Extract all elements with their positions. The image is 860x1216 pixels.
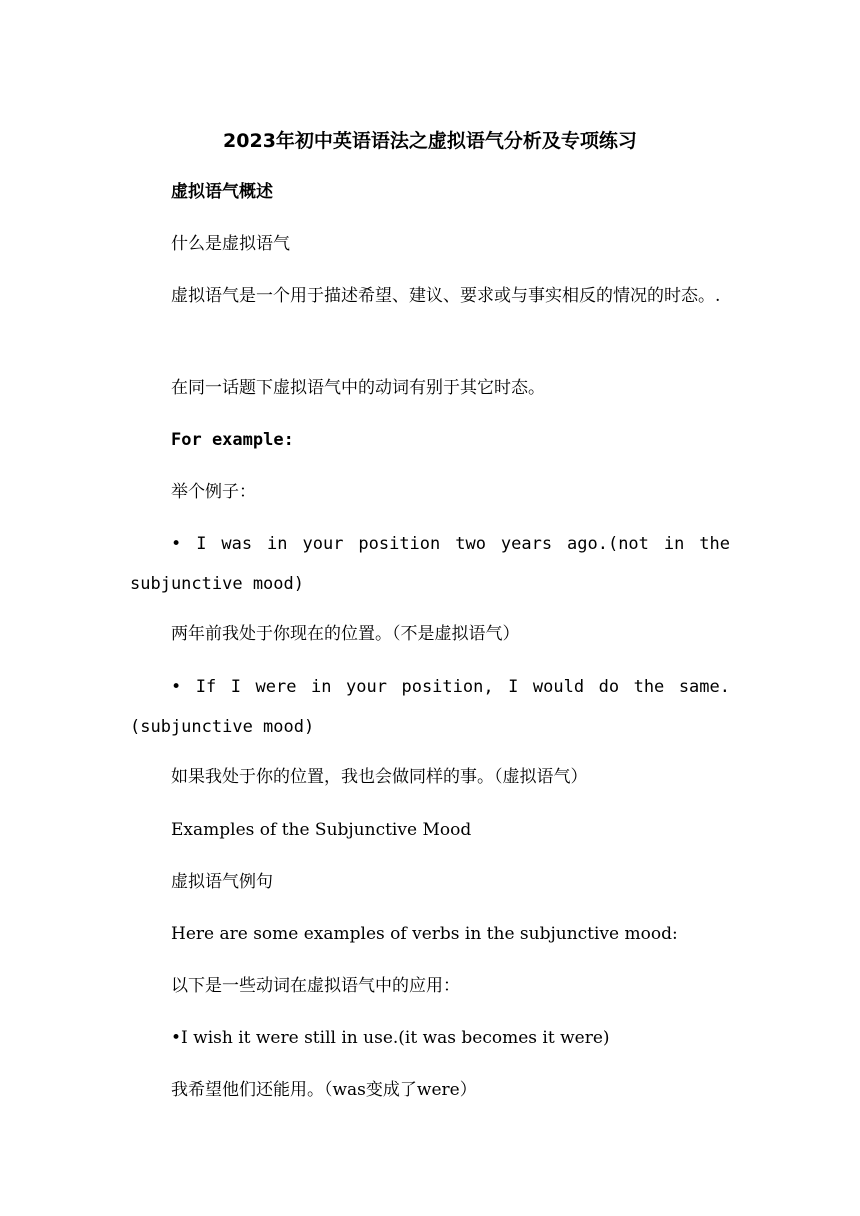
- label-for-example: For example:: [171, 430, 294, 450]
- subheading-examples-english: Examples of the Subjunctive Mood: [171, 820, 472, 840]
- section-heading-overview: 虚拟语气概述: [171, 182, 273, 202]
- example-translation-2: 如果我处于你的位置，我也会做同样的事。（虚拟语气）: [171, 767, 588, 787]
- label-example-chinese: 举个例子：: [171, 482, 256, 502]
- subheading-examples-chinese: 虚拟语气例句: [171, 872, 273, 892]
- paragraph-definition: 虚拟语气是一个用于描述希望、建议、要求或与事实相反的情况的时态。.: [171, 286, 721, 306]
- example-translation-3: 我希望他们还能用。（was变成了were）: [171, 1080, 477, 1100]
- example-sentence-1: • I was in your position two years ago.(not in the subjunctive mood): [130, 534, 730, 594]
- paragraph-examples-intro-chinese: 以下是一些动词在虚拟语气中的应用：: [171, 976, 460, 996]
- example-translation-1: 两年前我处于你现在的位置。（不是虚拟语气）: [171, 624, 520, 644]
- example-sentence-3: •I wish it were still in use.(it was becomes it were): [171, 1028, 610, 1048]
- example-sentence-2: • If I were in your position, I would do the same.(subjunctive mood): [130, 677, 730, 737]
- paragraph-examples-intro-english: Here are some examples of verbs in the subjunctive mood:: [171, 924, 678, 944]
- document-title: 2023年初中英语语法之虚拟语气分析及专项练习: [223, 130, 637, 152]
- subheading-what-is-subjunctive: 什么是虚拟语气: [171, 234, 290, 254]
- paragraph-verb-difference: 在同一话题下虚拟语气中的动词有别于其它时态。: [171, 378, 545, 398]
